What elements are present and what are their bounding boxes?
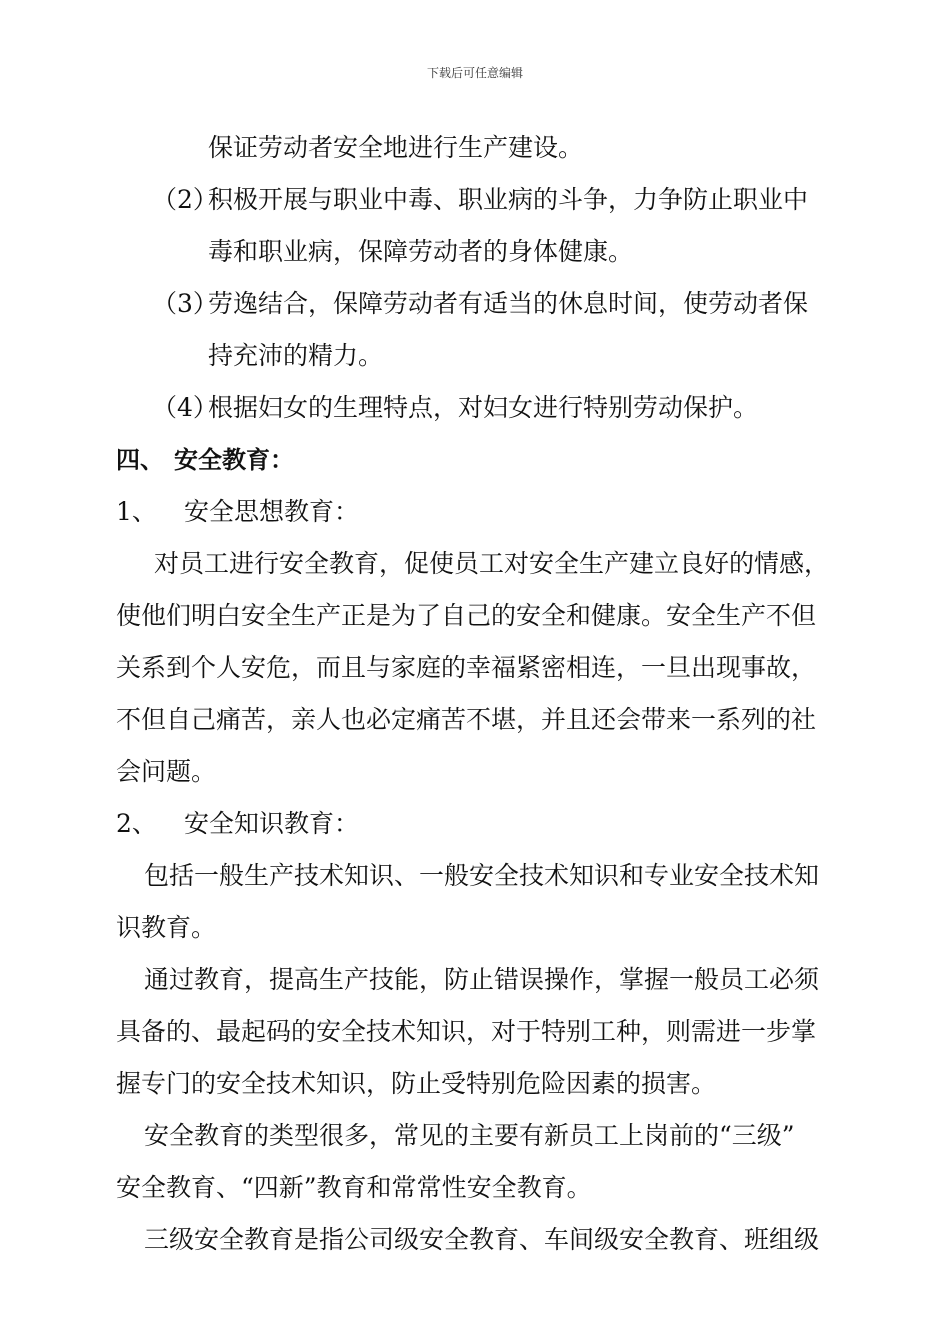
list-item-2-text: 积极开展与职业中毒、职业病的斗争，力争防止职业中 [208,185,809,214]
list-item-1-continuation: 保证劳动者安全地进行生产建设。 [208,133,584,162]
subsection-2-number: 2、 [116,809,157,838]
paragraph-line: 安全教育、“四新”教育和常常性安全教育。 [116,1173,592,1202]
paragraph-line: 对员工进行安全教育，促使员工对安全生产建立良好的情感， [154,549,830,578]
paragraph-line: 通过教育，提高生产技能，防止错误操作，掌握一般员工必须 [144,965,820,994]
section-title: 安全教育： [174,446,294,474]
paragraph-line: 识教育。 [116,913,217,942]
list-item-4-text: 根据妇女的生理特点，对妇女进行特别劳动保护。 [208,393,759,422]
section-number: 四、 [116,446,164,474]
paragraph-line: 关系到个人安危，而且与家庭的幸福紧密相连，一旦出现事故， [116,653,817,682]
subsection-1-heading [116,486,852,538]
paragraph-line: 三级安全教育是指公司级安全教育、车间级安全教育、班组级 [144,1225,820,1254]
subsection-2-heading [116,798,852,850]
document-body [116,122,852,1266]
subsection-1-number: 1、 [116,497,157,526]
paragraph-line: 安全教育的类型很多，常见的主要有新员工上岗前的“三级” [144,1121,795,1150]
paragraph-line: 会问题。 [116,757,217,786]
list-item-4 [116,382,852,434]
subsection-2-title: 安全知识教育： [184,809,360,838]
list-item-2-continuation: 毒和职业病，保障劳动者的身体健康。 [208,237,634,266]
list-item-2-number: （2） [152,185,218,214]
list-item-2 [116,174,852,226]
paragraph-line: 具备的、最起码的安全技术知识，对于特别工种，则需进一步掌 [116,1017,817,1046]
list-item-3 [116,278,852,330]
list-item-3-number: （3） [152,289,218,318]
list-item-3-text: 劳逸结合，保障劳动者有适当的休息时间，使劳动者保 [208,289,809,318]
list-item-3-continuation: 持充沛的精力。 [208,341,384,370]
page-header: 下载后可任意编辑 [426,66,523,80]
section-heading [116,434,852,486]
paragraph-line: 不但自己痛苦，亲人也必定痛苦不堪，并且还会带来一系列的社 [116,705,817,734]
paragraph-line: 使他们明白安全生产正是为了自己的安全和健康。安全生产不但 [116,601,817,630]
paragraph-line: 握专门的安全技术知识，防止受特别危险因素的损害。 [116,1069,717,1098]
subsection-1-title: 安全思想教育： [184,497,360,526]
list-item-4-number: （4） [152,393,218,422]
paragraph-line: 包括一般生产技术知识、一般安全技术知识和专业安全技术知 [144,861,820,890]
